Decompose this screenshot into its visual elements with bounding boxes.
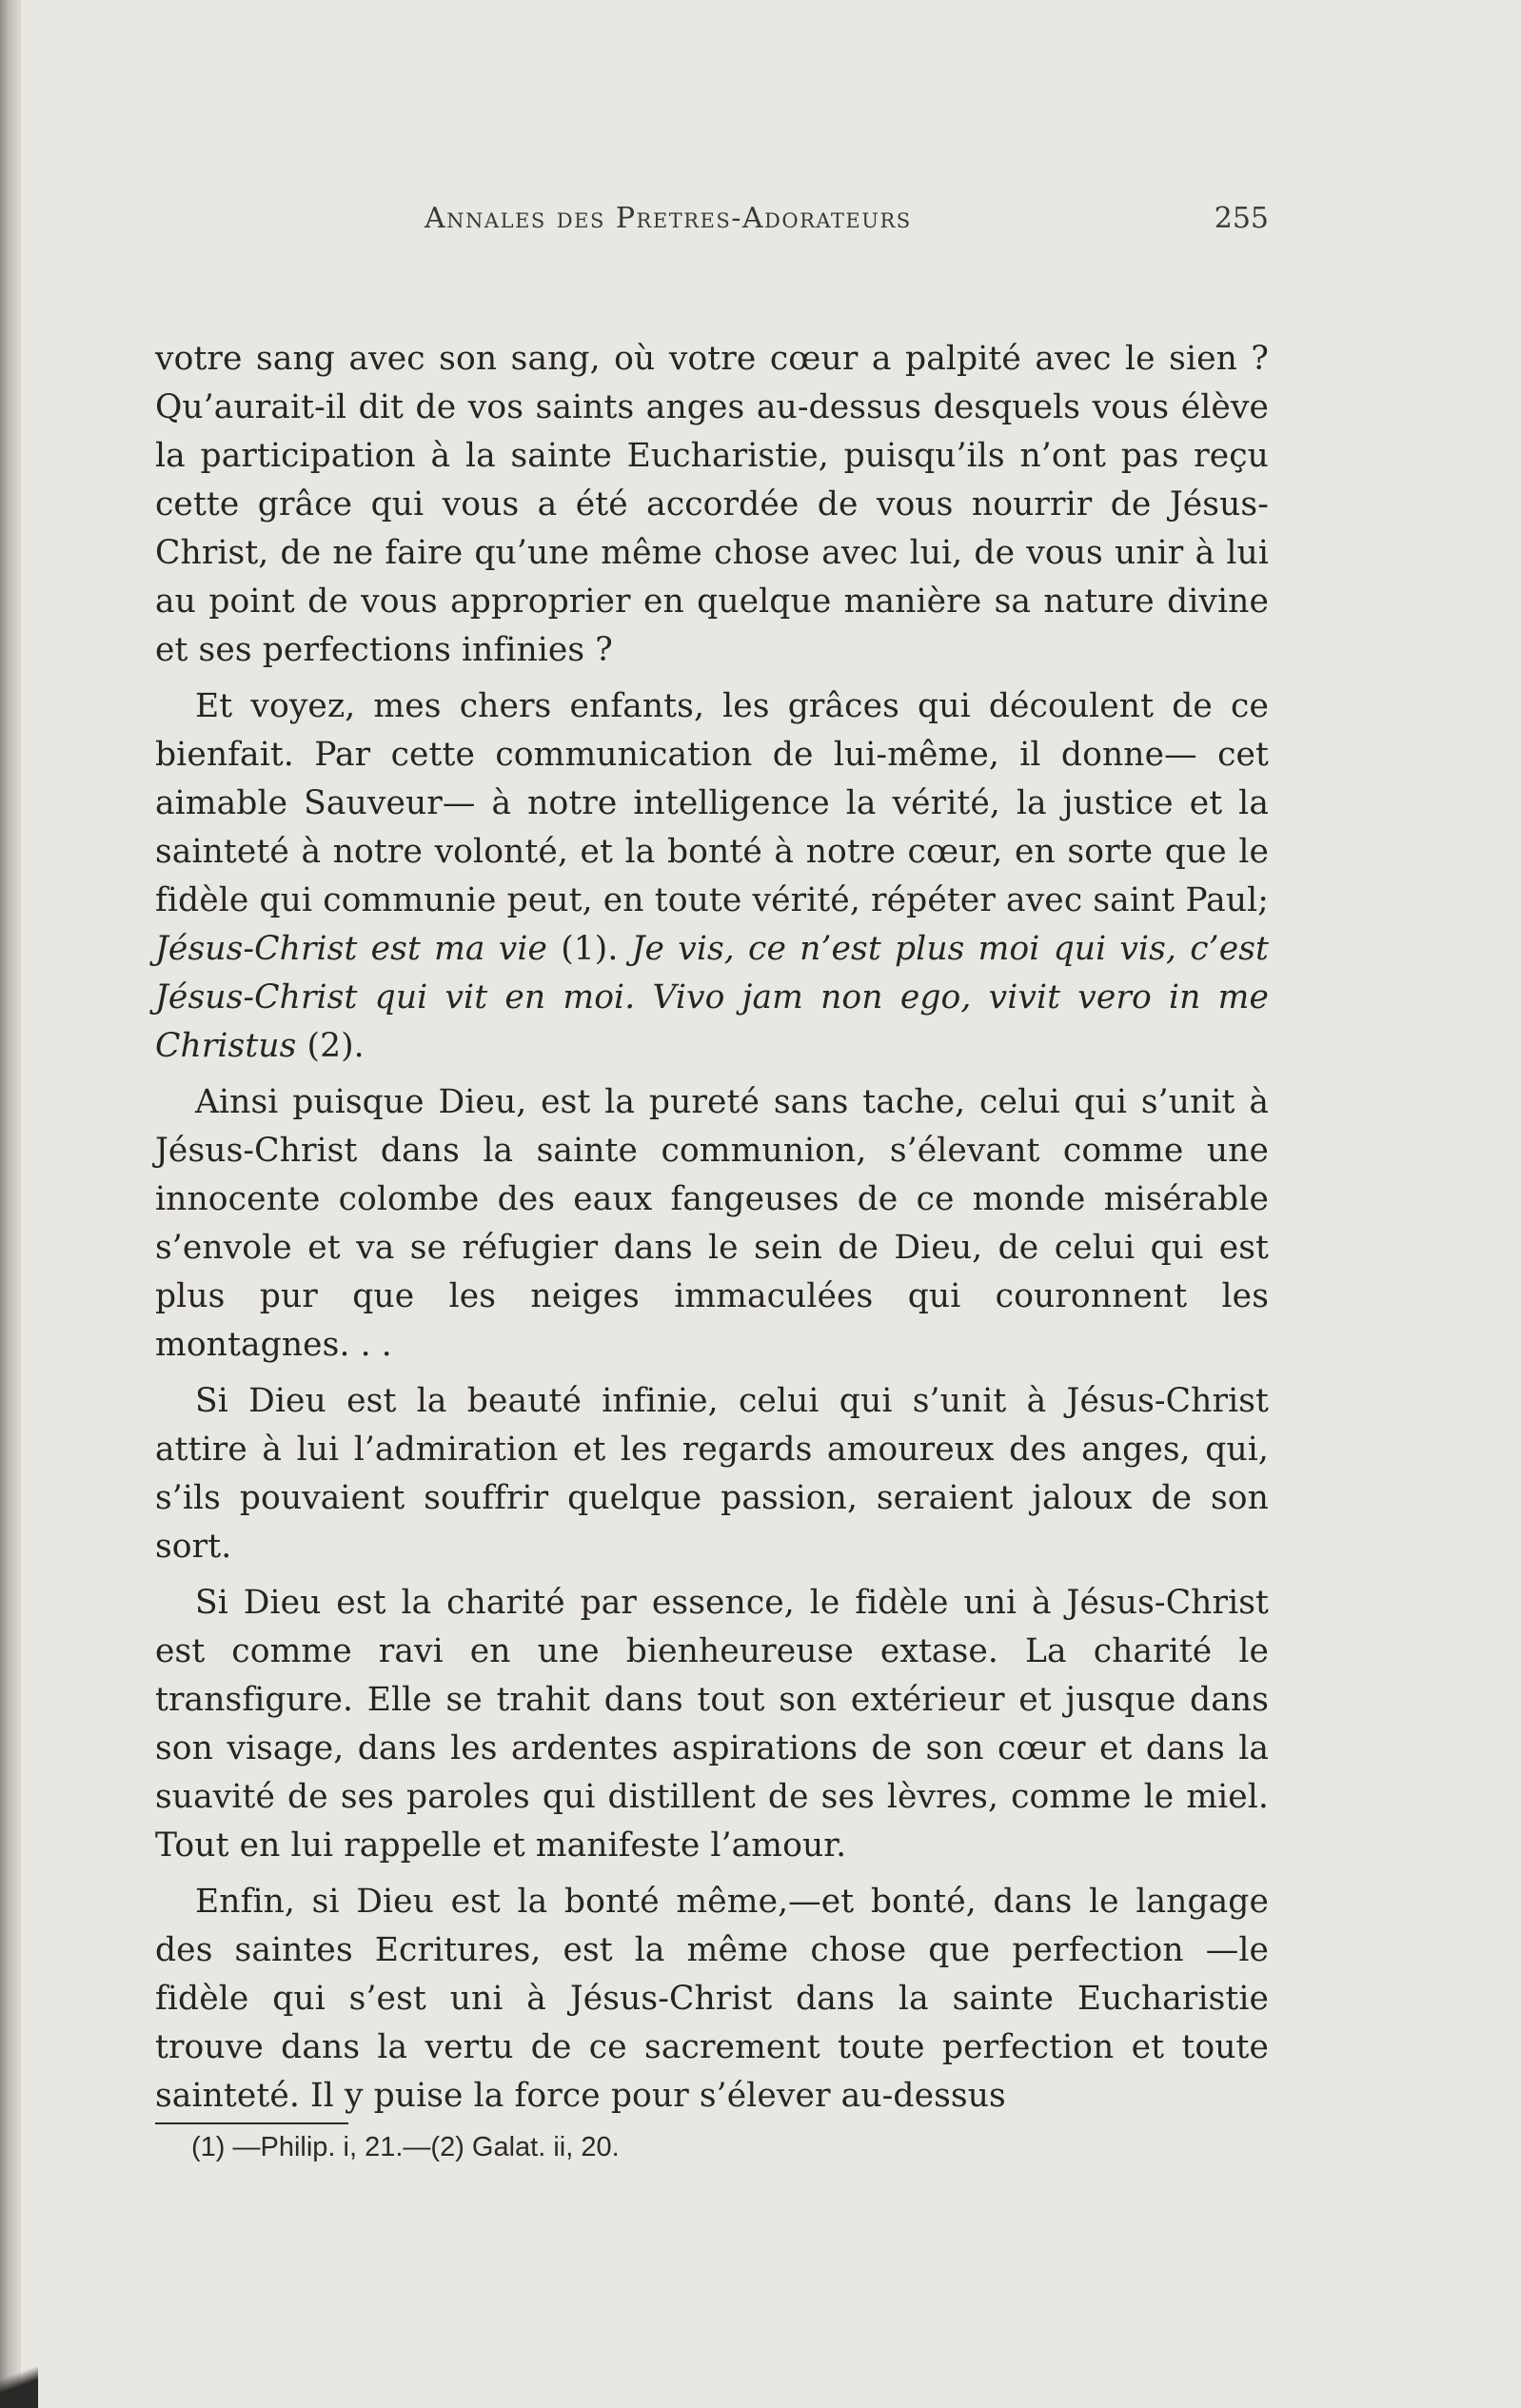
footnote-rule	[155, 2122, 348, 2124]
running-title: Annales des Pretres-Adorateurs	[425, 202, 912, 235]
body-text	[155, 335, 1269, 2128]
page-corner-shadow	[0, 2351, 38, 2408]
paragraph-6: Enfin, si Dieu est la bonté même,—et bonté, dans le langage des saintes Ecritures, est la même chose que perfection —le fidèle qui s’est uni à Jésus-Christ dans la sainte Eucharistie trouve dans la vertu de ce sacrement toute perfection et toute sainteté. Il y puise la force pour s’élever au-dessus	[155, 1883, 1269, 2115]
paragraph-2-quote-2: Je vis, ce n’est plus moi qui vis, c’est Jésus-Christ qui vit en moi. Vivo jam non ego, vivit vero in me Christus	[155, 930, 1269, 1065]
paragraph-4: Si Dieu est la beauté infinie, celui qui s’unit à Jésus-Christ attire à lui l’admiration et les regards amoureux des anges, qui, s’ils pouvaient souffrir quelque passion, seraient jaloux de son sort.	[155, 1382, 1269, 1566]
page-number: 255	[1214, 202, 1269, 235]
paragraph-2-text: Et voyez, mes chers enfants, les grâces qui découlent de ce bienfait. Par cette communication de lui-même, il donne— cet aimable Sauveur— à notre intelligence la vérité, la justice et la sainteté à notre volonté, et la bonté à notre cœur, en sorte que le fidèle qui communie peut, en toute vérité, répéter avec saint Paul;	[155, 687, 1269, 919]
footnote-ref-2: (2).	[306, 1027, 365, 1065]
book-spine-shadow	[0, 0, 21, 2408]
paragraph-2-quote-1: Jésus-Christ est ma vie	[155, 930, 547, 968]
paragraph-5: Si Dieu est la charité par essence, le fidèle uni à Jésus-Christ est comme ravi en une bienheureuse extase. La charité le transfigure. Elle se trahit dans tout son extérieur et jusque dans son visage, dans les ardentes aspirations de son cœur et dans la suavité de ses paroles qui distillent de ses lèvres, comme le miel. Tout en lui rappelle et manifeste l’amour.	[155, 1584, 1269, 1865]
paragraph-1: votre sang avec son sang, où votre cœur a palpité avec le sien ? Qu’aurait-il dit de vos saints anges au-dessus desquels vous élève la participation à la sainte Eucharistie, puisqu’ils n’ont pas reçu cette grâce qui vous a été accordée de vous nourrir de Jésus-Christ, de ne faire qu’une même chose avec lui, de vous unir à lui au point de vous approprier en quelque manière sa nature divine et ses perfections infinies ?	[155, 340, 1269, 669]
paragraph-3: Ainsi puisque Dieu, est la pureté sans tache, celui qui s’unit à Jésus-Christ dans la sainte communion, s’élevant comme une innocente colombe des eaux fangeuses de ce monde misérable s’envole et va se réfugier dans le sein de Dieu, de celui qui est plus pur que les neiges immaculées qui couronnent les montagnes. . .	[155, 1083, 1269, 1364]
running-head	[155, 202, 1269, 240]
paragraph-2	[155, 682, 1269, 1071]
footnote: (1) —Philip. i, 21.—(2) Galat. ii, 20.	[191, 2132, 620, 2162]
book-page	[155, 0, 1269, 2408]
footnote-ref-1: (1).	[561, 930, 619, 968]
